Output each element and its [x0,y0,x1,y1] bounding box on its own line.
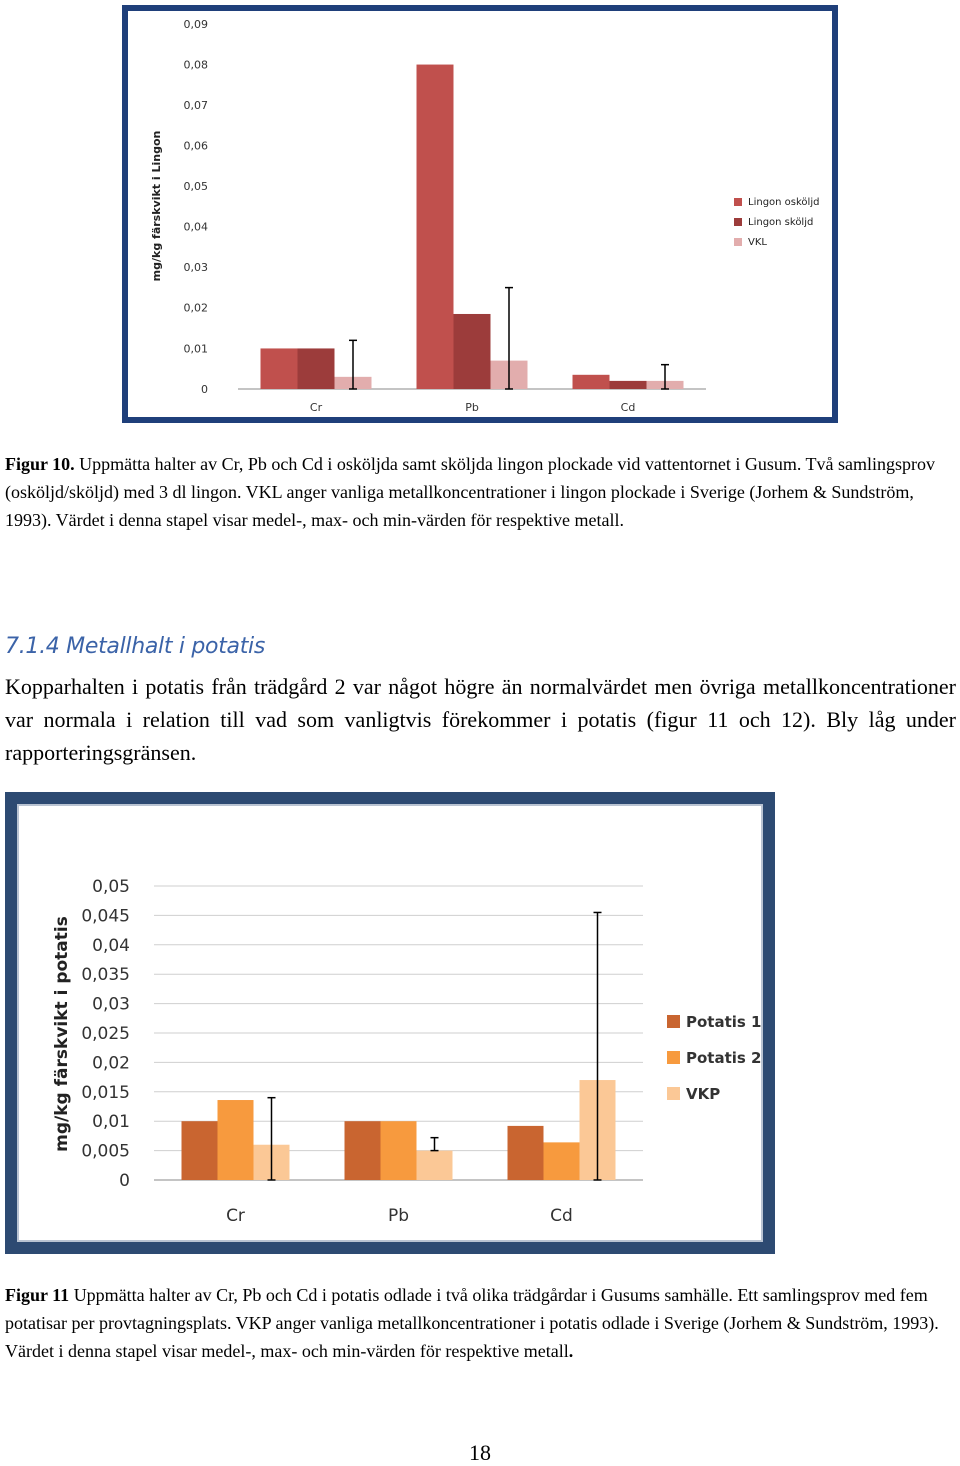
figure-11-end: . [568,1341,574,1361]
bar [218,1100,254,1180]
bar [261,348,298,389]
bar [182,1121,218,1180]
chart-lingon [128,11,832,417]
chart-lingon-frame [122,5,838,423]
legend-entry: Lingon sköljd [748,217,814,228]
bar [345,1121,381,1180]
legend-swatch [667,1015,680,1028]
y-tick-label: 0,035 [81,965,130,986]
y-axis-label: mg/kg färskvikt i Lingon [150,130,163,282]
y-tick-label: 0,01 [92,1112,130,1133]
x-category-label: Cd [620,401,636,414]
figure-11-caption [5,1281,955,1365]
y-tick-label: 0,01 [183,342,208,356]
y-tick-label: 0,02 [92,1053,130,1074]
y-tick-label: 0,04 [92,935,130,956]
legend-swatch [667,1051,680,1064]
y-tick-label: 0,015 [81,1082,130,1103]
bar [573,375,610,389]
y-tick-label: 0,025 [81,1023,130,1044]
chart-potatis-frame [5,792,775,1254]
bar [417,65,454,389]
figure-10-caption [5,450,955,534]
figure-10-label: Figur 10. [5,454,75,474]
bar [610,381,647,389]
legend-swatch [667,1087,680,1100]
bar [381,1121,417,1180]
x-category-label: Pb [465,401,479,414]
y-tick-label: 0,04 [183,220,208,234]
x-category-label: Cd [550,1206,573,1226]
x-category-label: Cr [226,1206,245,1226]
page-number: 18 [469,1440,491,1465]
y-tick-label: 0,03 [183,261,208,275]
legend-entry: VKL [748,237,767,248]
chart-potatis [17,804,763,1242]
bar [417,1151,453,1180]
section-paragraph: Kopparhalten i potatis från trädgård 2 var något högre än normalvärdet men övriga metallkoncentrationer var normala i relation till vad som vanligtvis förekommer i potatis (figur 11 och 12). Bly låg under rapporteringsgränsen. [5,674,956,765]
bar [454,314,491,389]
section-heading: 7.1.4 Metallhalt i potatis [5,634,266,659]
y-tick-label: 0,07 [183,98,208,112]
y-tick-label: 0,08 [183,58,208,72]
figure-11-text: Uppmätta halter av Cr, Pb och Cd i potatis odlade i två olika trädgårdar i Gusums samhälle. Ett samlingsprov med fem potatisar per provtagningsplats. VKP anger vanliga metallkoncentrationer i potatis odlade i Sverige (Jorhem & Sundström, 1993). Värdet i denna stapel visar medel-, max- och min-värden för respektive metall [5,1285,939,1361]
legend-swatch [734,198,742,206]
y-tick-label: 0,045 [81,906,130,927]
figure-10-text: Uppmätta halter av Cr, Pb och Cd i osköljda samt sköljda lingon plockade vid vattentornet i Gusum. Två samlingsprov (osköljd/sköljd) med 3 dl lingon. VKL anger vanliga metallkoncentrationer i lingon plockade i Sverige (Jorhem & Sundström, 1993). Värdet i denna stapel visar medel-, max- och min-värden för respektive metall. [5,454,935,530]
y-axis-label: mg/kg färskvikt i potatis [52,916,72,1152]
y-tick-label: 0,05 [183,180,208,194]
y-tick-label: 0,02 [183,301,208,315]
y-tick-label: 0 [201,382,208,396]
x-category-label: Pb [387,1206,410,1226]
y-tick-label: 0,09 [183,17,208,31]
bar [508,1126,544,1180]
figure-11-label: Figur 11 [5,1285,70,1305]
y-tick-label: 0,005 [81,1141,130,1162]
legend-entry: Lingon osköljd [748,197,820,208]
legend-swatch [734,238,742,246]
y-tick-label: 0,06 [183,139,208,153]
y-tick-label: 0,05 [92,876,130,897]
legend-entry: Potatis 1 [686,1013,762,1031]
x-category-label: Cr [309,401,323,414]
legend-entry: Potatis 2 [686,1049,762,1067]
legend-entry: VKP [686,1085,721,1103]
bar [544,1142,580,1180]
legend-swatch [734,218,742,226]
y-tick-label: 0,03 [92,994,130,1015]
bar [298,348,335,389]
y-tick-label: 0 [119,1170,130,1191]
